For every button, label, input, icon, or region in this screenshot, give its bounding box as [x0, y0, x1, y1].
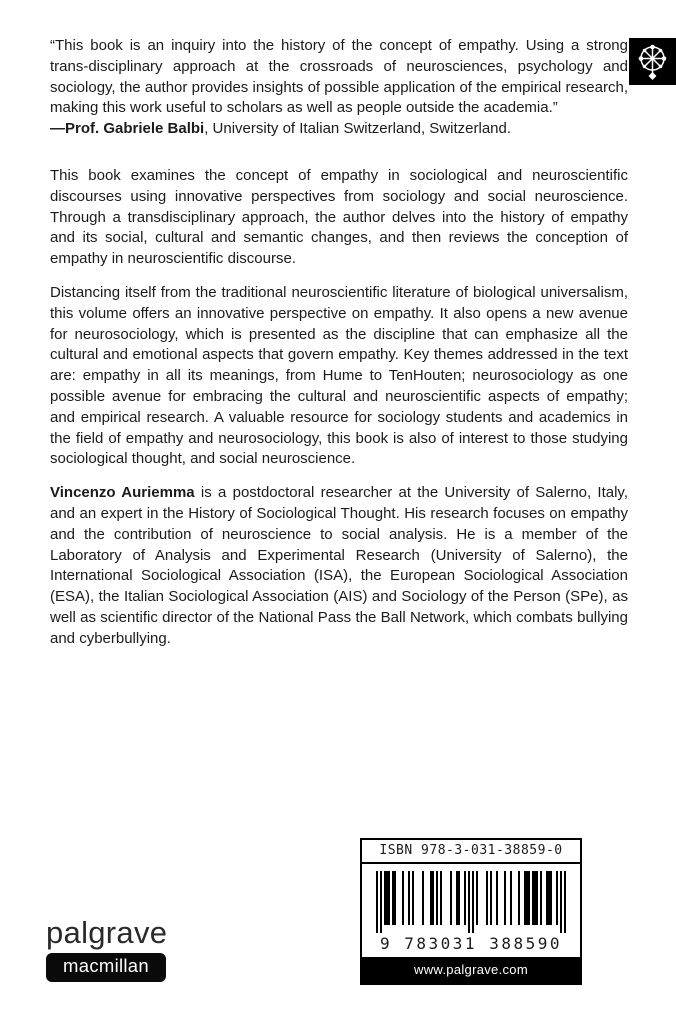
publisher-name-macmillan: macmillan — [46, 953, 166, 982]
endorser-affiliation: , University of Italian Switzerland, Switzerland. — [204, 120, 512, 138]
barcode-bars-container — [362, 864, 580, 933]
isbn-label: ISBN 978-3-031-38859-0 — [362, 840, 580, 864]
endorser-name: —Prof. Gabriele Balbi — [50, 120, 205, 138]
back-cover-text — [50, 36, 628, 663]
endorsement-attribution — [50, 119, 628, 140]
synopsis-paragraph-2: Distancing itself from the traditional neuroscientific literature of biological universalism, this volume offers an innovative perspective on empathy. It also opens a new avenue for neurosociology, which is presented as the discipline that can emphasize all the cultural and emotional aspects that govern empathy. Key themes addressed in the text are: empathy in all its meanings, from Hume to TenHouten; neurosociology as one possible avenue for embracing the cultural and neuroscientific aspects of empathy; and empirical research. A valuable resource for sociology students and academics in the field of empathy and neurosociology, this book is also of interest to those studying sociological thought, and social neuroscience. — [50, 283, 628, 468]
palgrave-tree-icon — [629, 38, 676, 85]
author-bio-text: is a postdoctoral researcher at the University of Salerno, Italy, and an expert in the History of Sociological Thought. His research focuses on empathy and the contribution of neuroscience to social analysis. He is a member of the Laboratory of Analysis and Experimental Research (University of Salerno), the International Sociological Association (ISA), the European Sociological Association (ESA), the Italian Sociological Association (AIS) and Sociology of the Person (SPe), as well as scientific director of the National Pass the Ball Network, which combats bullying and cyberbullying. — [50, 484, 628, 647]
barcode-digits: 9 783031 388590 — [380, 934, 562, 953]
palgrave-logo-mark — [629, 38, 676, 85]
barcode-bars — [376, 871, 566, 933]
author-name: Vincenzo Auriemma — [50, 484, 195, 502]
endorsement-quote: “This book is an inquiry into the history of the concept of empathy. Using a strong trans-disciplinary approach at the crossroads of neurosciences, psychology and sociology, the author provides insights of possible application of the empirical research, making this work useful to scholars as well as people outside the academia.” — [50, 37, 628, 117]
publisher-name-palgrave: palgrave — [46, 915, 168, 950]
synopsis-paragraph-1: This book examines the concept of empathy in sociological and neuroscientific discourses using innovative perspectives from sociology and social neuroscience. Through a transdisciplinary approach, the author delves into the history of empathy and its social, cultural and semantic changes, and then reviews the conception of empathy in neuroscientific discourse. — [50, 166, 628, 268]
isbn-barcode-block — [360, 838, 582, 985]
publisher-logo — [46, 916, 168, 982]
publisher-website: www.palgrave.com — [362, 957, 580, 983]
author-bio — [50, 483, 628, 649]
